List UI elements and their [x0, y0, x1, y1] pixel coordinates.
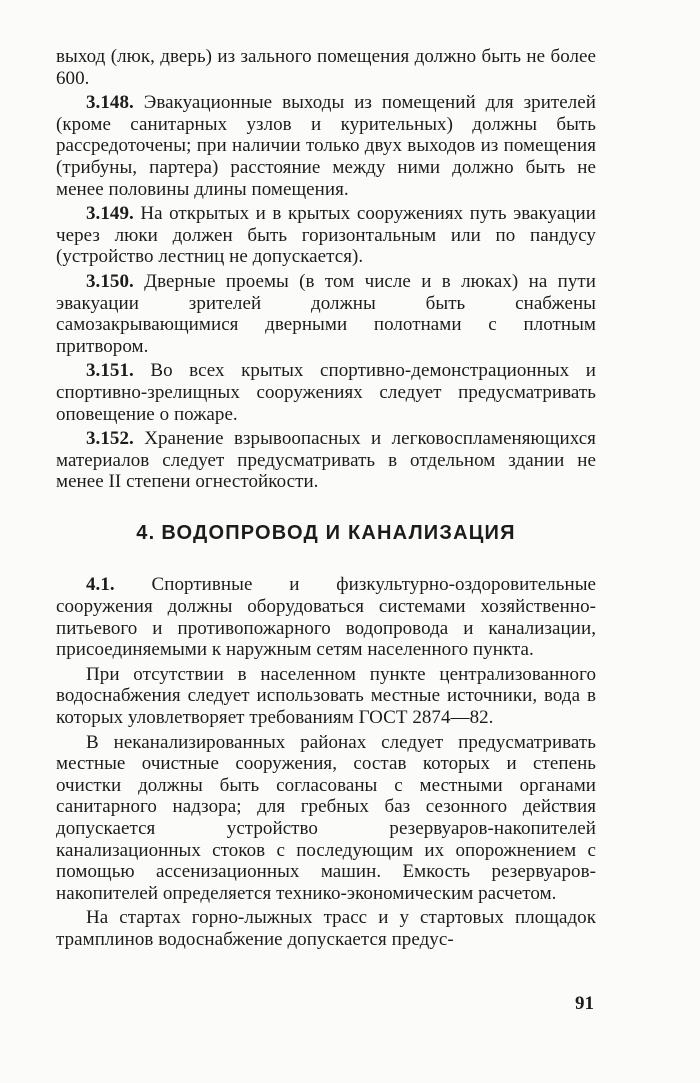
body-text	[56, 46, 596, 954]
clause-text: Хранение взрывоопасных и легковоспламеняющихся материалов следует предусматривать в отдельном здании не менее II степени огнестойкости.	[56, 428, 596, 493]
clause-3-148	[56, 92, 596, 200]
section-title: ВОДОПРОВОД И КАНАЛИЗАЦИЯ	[161, 521, 516, 544]
paragraph: В неканализированных районах следует предусматривать местные очистные сооружения, состав которых и степень очистки должны быть согласованы с местными органами санитарного надзора; для гребных баз сезонного действия допускается устройство резервуаров-накопителей канализационных стоков с последующим их опорожнением с помощью ассенизационных машин. Емкость резервуаров-накопителей определяется технико-экономическим расчетом.	[56, 731, 596, 904]
clause-text: Спортивные и физкультурно-оздоровительные сооружения должны оборудоваться системами хозяйственно-питьевого и противопожарного водопровода и канализации, присоединяемыми к наружным сетям населенного пункта.	[56, 574, 596, 661]
clause-3-150	[56, 271, 596, 357]
section-heading	[56, 523, 596, 545]
clause-text: Эвакуационные выходы из помещений для зрителей (кроме санитарных узлов и курительных) должны быть рассредоточены; при наличии только двух выходов из помещения (трибуны, партера) расстояние между ними должно быть не менее половины длины помещения.	[56, 92, 596, 200]
clause-number: 3.150.	[86, 270, 134, 292]
clause-number: 3.149.	[86, 203, 134, 225]
clause-text: Во всех крытых спортивно-демонстрационных и спортивно-зрелищных сооружениях следует предусматривать оповещение о пожаре.	[56, 360, 596, 425]
clause-3-149	[56, 203, 596, 268]
clause-number: 3.148.	[86, 92, 134, 114]
paragraph: При отсутствии в населенном пункте централизованного водоснабжения следует использовать местные источники, вода в которых уловлетворяет требованиям ГОСТ 2874—82.	[56, 663, 596, 729]
clause-number: 3.151.	[86, 360, 134, 382]
clause-number: 4.1.	[86, 574, 115, 596]
section-number: 4.	[136, 521, 156, 544]
paragraph-continued: выход (люк, дверь) из зального помещения должно быть не более 600.	[56, 46, 596, 89]
clause-4-1	[56, 574, 596, 660]
clause-text: Дверные проемы (в том числе и в люках) на пути эвакуации зрителей должны быть снабжены самозакрывающимися дверными полотнами с плотным притвором.	[56, 270, 596, 357]
clause-number: 3.152.	[86, 428, 134, 450]
clause-3-151	[56, 360, 596, 425]
clause-text: На открытых и в крытых сооружениях путь эвакуации через люки должен быть горизонтальным или по пандусу (устройство лестниц не допускается).	[56, 203, 596, 268]
paragraph: На стартах горно-лыжных трасс и у стартовых площадок трамплинов водоснабжение допускается предус-	[56, 907, 596, 950]
clause-3-152	[56, 428, 596, 493]
page-number: 91	[575, 993, 594, 1014]
